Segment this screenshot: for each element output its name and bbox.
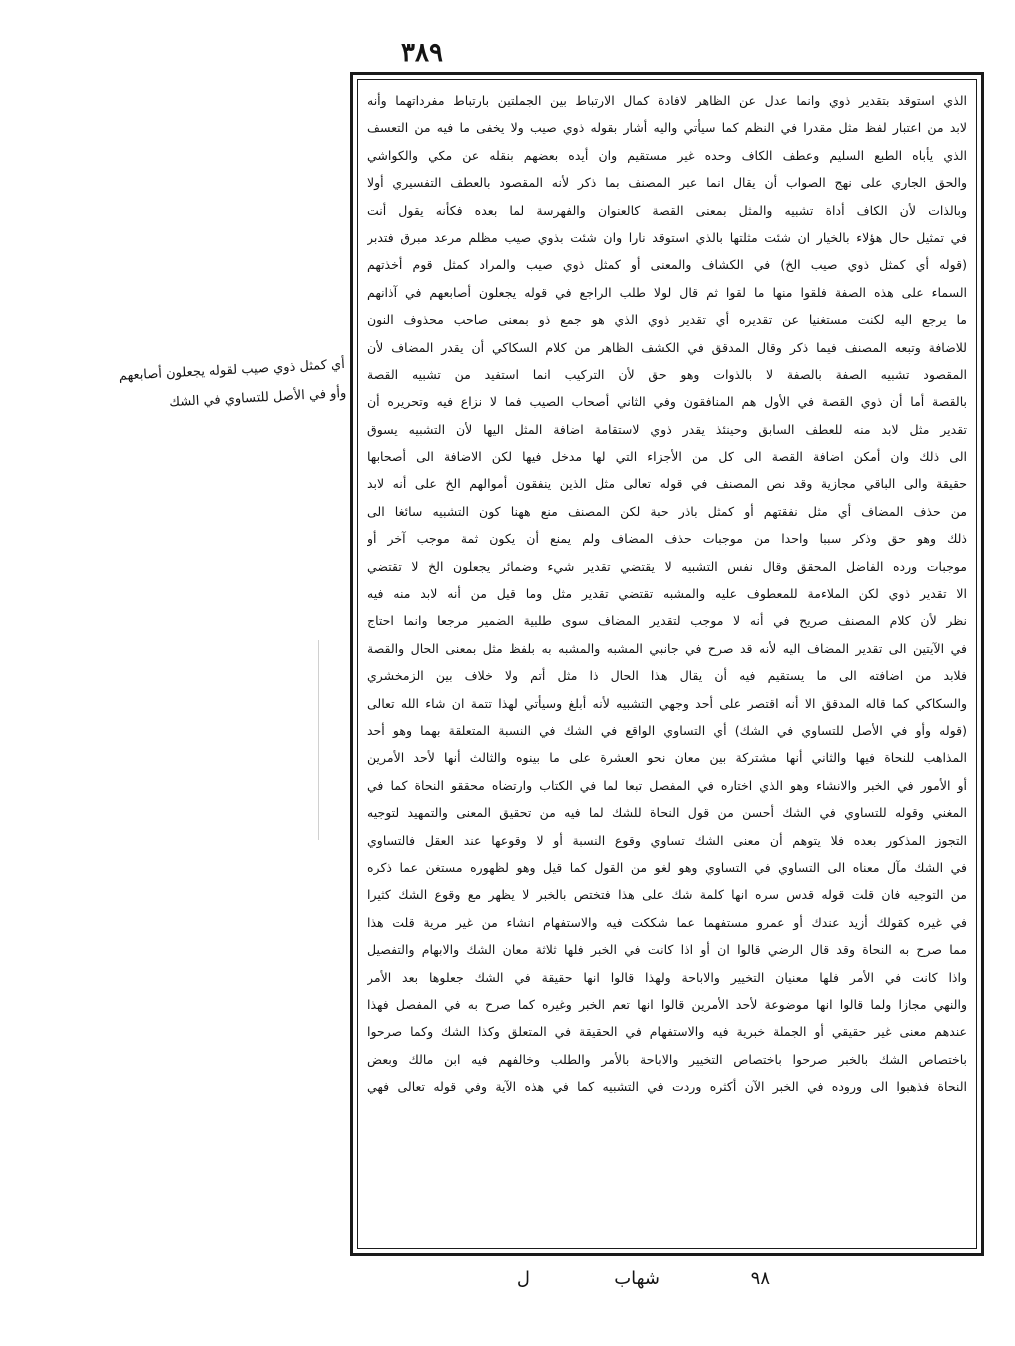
- footer-signature-letter: ل: [516, 1268, 530, 1289]
- text-line: والحق الجاري على نهج الصواب أن يقال انما عبر المصنف بما ذكر لأنه المقصود بالعطف التفسيري أولا: [367, 175, 967, 191]
- text-line: فلابد من اضافته الى ما يستقيم فيه أن يقال هذا الحال ذا مثل أتم ولا خلاف بين الزمخشري: [367, 668, 967, 684]
- text-line: من حذف المضاف أي مثل نفقتهم أو كمثل باذر حبة لكن المصنف منع ههنا كون التشبيه سائغا الى: [367, 503, 967, 519]
- page-footer: [380, 1262, 780, 1302]
- footer-book-title: شهاب: [614, 1268, 660, 1289]
- text-line: عندهم معنى غير حقيقي أو الجملة خبرية فيه والاستفهام في الحقيقة في المتعلق وكذا الشك وكما صرحوا: [367, 1024, 967, 1040]
- text-line: نظر لأن كلام المصنف صريح في أنه لا موجب لتقدير المضاف سوى طلبية الضمير مرجعا وانما احتاج: [367, 613, 967, 629]
- text-line: (قوله وأو في الأصل للتساوي في الشك) أي التساوي الواقع في الشك في النسبة المتعلقة بهما وهو أحد: [367, 722, 967, 738]
- text-line: وبالذات لأن الكاف أداة تشبيه والمثل بمعنى القصة كالعنوان والفهرسة لما بعده فكأنه يقول أنت: [367, 202, 967, 218]
- text-line: التجوز المذكور بعده فلا يتوهم أن معنى الشك تساوي وقوع النسبة أو لا وقوعها عند العقل فالتساوي: [367, 832, 967, 848]
- text-line: الذي استوقد بتقدير ذوي وانما عدل عن الظاهر لافادة كمال الارتباط بين الجملتين بارتباط مفرداتهما وأنه: [367, 93, 967, 108]
- text-line: واذا كانت في الأمر فلها معنيان التخيير والاباحة ولهذا قالوا انها حقيقة في الشك جعلوها بعد الأمر: [367, 969, 967, 985]
- text-line: ما يرجع اليه لكنت مستغنيا عن تقديره أي تقدير ذوي الذي هو جمع ذو بمعنى صاحب محذوف النون: [367, 312, 967, 328]
- text-line: في تمثيل حال هؤلاء بالخيار ان شئت مثلتها بالذي استوقد نارا وان شئت بذوي صيب مظلم مرعد مبرق فتدبر: [367, 229, 967, 245]
- text-line: الى ذلك وان أمكن اضافة القصة الى كل من الأجزاء التي لها مدخل فيها لكن الاضافة الى أصحابها: [367, 449, 967, 465]
- margin-note-line: وأو في الأصل للتساوي في الشك: [168, 385, 347, 411]
- margin-divider: [318, 640, 319, 840]
- text-line: بالقصة أما أن ذوي القصة في الأول هم المنافقون وفي الثاني أصحاب الصيب فما لا نزاع فيه وتحريره أن: [367, 394, 967, 410]
- text-line: في الشك مآل معناه الى التساوي في التساوي وهو لغو من القول كما قيل وهو لظهوره مستغن عما ذكره: [367, 859, 967, 875]
- text-line: في غيره كقولك أزيد عندك أو عمرو مستفهما عما شككت فيه والاستفهام انشاء من غير مرية قلت هذا: [367, 914, 967, 930]
- margin-note-line: أي كمثل ذوي صيب لقوله يجعلون أصابعهم: [118, 356, 346, 384]
- text-line: موجبات ورده الفاضل المحقق وقال نفس التشبيه لا يقتضي تقدير شيء وضمائر يجعلون الخ لا تقتضي: [367, 558, 967, 574]
- text-line: في الآيتين الى تقدير المضاف اليه لأنه قد صرح في جانبي المشبه والمشبه به بلفظ مثل بمعنى الحال والقصة: [367, 640, 967, 656]
- text-line: والسكاكي كما قاله المدقق الا أنه اقتصر على أحد وجهي التشبيه لأنه أبلغ وسيأتي لهذا تتمة ان شاء الله تعالى: [367, 695, 967, 711]
- text-line: المذاهب للنحاة فيها والثاني أنها مشتركة بين معان نحو العشرة على ما بينوه والثالث أنها لأحد الأمرين: [367, 750, 967, 766]
- text-line: ذلك وهو حق وذكر سببا واحدا من موجبات حذف المضاف ولم يمنع أن يكون ثمة موجب آخر أو: [367, 531, 967, 547]
- text-line: للاضافة وتبعه المصنف فيما ذكر وقال المدقق في الكشف الظاهر من كلام السكاكي أن يقدر المضاف لأن: [367, 339, 967, 355]
- text-line: مما صرح به النحاة وقد قال الرضي قالوا ان أو اذا كانت في الخبر فلها ثلاثة معان الشك والابهام والتفصيل: [367, 942, 967, 958]
- text-line: الذي يأباه الطبع السليم وعطف الكاف وحده غير مستقيم وان أيده بعضهم بنقله عن مكي والكواشي: [367, 147, 967, 163]
- text-line: (قوله أي كمثل ذوي صيب الخ) في الكشاف والمعنى أو كمثل ذوي صيب والمراد كمثل قوم أخذتهم: [367, 257, 967, 273]
- text-line: النحاة فذهبوا الى وروده في الخبر الآن أكثره وردت في التشبيه كما في هذه الآية وفي قوله تعالى فهي: [367, 1079, 967, 1095]
- text-line: المقصود تشبيه الصفة بالصفة لا بالذوات وهو حق لأن التركيب انما استفيد من تشبيه القصة: [367, 366, 967, 382]
- text-line: تقدير مثل لابد منه للعطف السابق وحينئذ يقدر ذوي لاستقامة اضافة المثل اليها لأن التشبيه يسوق: [367, 421, 967, 437]
- page-number: ٣٨٩: [401, 38, 443, 68]
- text-line: أو الأمور في الخبر والانشاء وهو الذي اختاره في المفصل تبعا لما في الكتاب وارتضاه محققو النحاة كما في: [367, 777, 967, 793]
- margin-note: [104, 350, 347, 420]
- text-line: الا تقدير ذوي لكن الملاءمة للمعطوف عليه والمشبه تقتضي تقدير مثل وما قيل من أنه لابد منه فيه: [367, 586, 967, 602]
- text-line: باختصاص الشك بالخبر صرحوا باختصاص التخيير والاباحة بالأمر والطلب وخالفهم فيه ابن مالك وبعض: [367, 1051, 967, 1067]
- text-line: من التوجيه فان قلت قوله قدس سره انها كلمة شك على هذا فتختص بالخبر لا يظهر مع وقوع الشك كثيرا: [367, 887, 967, 903]
- text-line: لابد من اعتبار لفظ مثل مقدرا في النظم كما سيأتي واليه أشار بقوله ذوي صيب ولا يخفى ما فيه من التعسف: [367, 120, 967, 136]
- text-line: والنهي مجازا ولما قالوا انها موضوعة لأحد الأمرين قالوا انها تعم الخبر وغيره كما صرح به في المفصل فهذا: [367, 996, 967, 1012]
- text-line: السماء على هذه الصفة فلقوا منها ما لقوا ثم قال لولا طلب الراجع في قوله يجعلون أصابعهم في آذانهم: [367, 284, 967, 300]
- main-text-block: [367, 87, 967, 1243]
- text-line: حقيقة والى الباقي مجازية وقد نص المصنف في قوله تعالى مثل الذين ينفقون أموالهم الخ على أنه لابد: [367, 476, 967, 492]
- footer-page-number: ٩٨: [750, 1268, 770, 1289]
- text-frame: [350, 72, 984, 1256]
- text-line: المغني وقوله للتساوي في الشك أحسن من قول النحاة للشك لما فيه من تحقيق المعنى والتمهيد لتوجيه: [367, 805, 967, 821]
